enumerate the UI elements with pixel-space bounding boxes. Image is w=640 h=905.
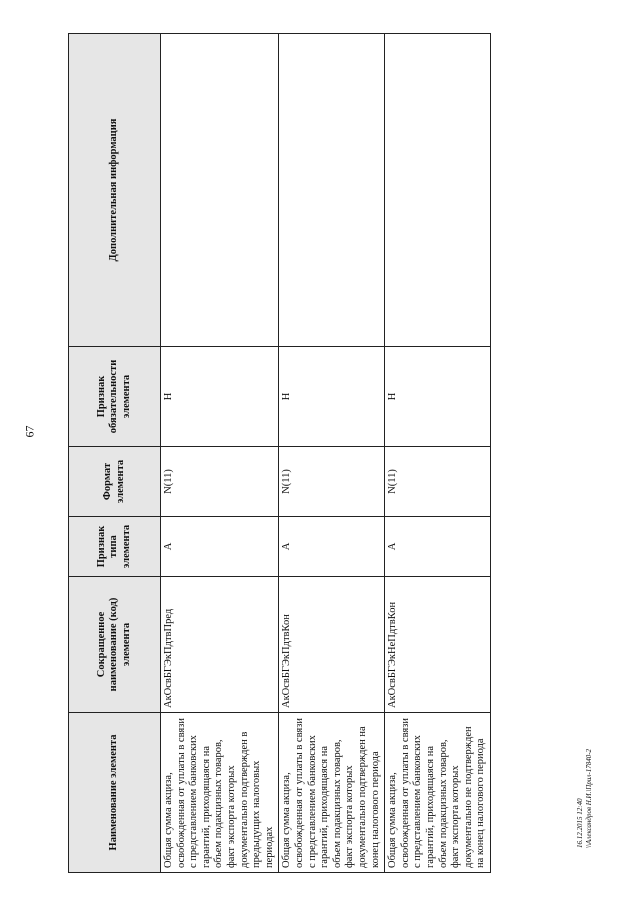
table-row — [161, 34, 279, 873]
cell-required: Н — [279, 347, 385, 447]
cell-required: Н — [385, 347, 491, 447]
table-row — [279, 34, 385, 873]
footer-timestamp: 16.12.2015 12:40 — [576, 798, 584, 848]
cell-type: А — [279, 517, 385, 577]
page-number: 67 — [22, 425, 37, 438]
header-additional-info: Дополнительная информация — [69, 34, 161, 347]
cell-name: Общая сумма акциза, освобожденная от уплаты в связи с представлением банковских гарантий, приходящаяся на объем подакцизных товаров, факт экспорта которых документально подтвержден на конец налогового периода — [279, 713, 385, 873]
header-element-name: Наименование элемента — [69, 713, 161, 873]
header-element-code: Сокращенное наименование (код) элемента — [69, 577, 161, 713]
cell-name: Общая сумма акциза, освобожденная от уплаты в связи с представлением банковских гарантий, приходящаяся на объем подакцизных товаров, факт экспорта которых документально не подтвержден на конец налогового периода — [385, 713, 491, 873]
cell-required: Н — [161, 347, 279, 447]
cell-name: Общая сумма акциза, освобожденная от уплаты в связи с представлением банковских гарантий, приходящаяся на объем подакцизных товаров, факт экспорта которых документально подтвержден в предыдущих налоговых периодах — [161, 713, 279, 873]
cell-code: АкОсвБГЭкПдтвПред — [161, 577, 279, 713]
cell-type: А — [161, 517, 279, 577]
header-element-type: Признак типа элемента — [69, 517, 161, 577]
table-row — [385, 34, 491, 873]
cell-format: N(11) — [279, 447, 385, 517]
header-element-required: Признак обязательности элемента — [69, 347, 161, 447]
cell-info — [161, 34, 279, 347]
elements-table — [68, 33, 491, 873]
header-element-format: Формат элемента — [69, 447, 161, 517]
cell-info — [279, 34, 385, 347]
cell-info — [385, 34, 491, 347]
table-wrapper — [68, 33, 491, 873]
cell-code: АкОсвБГЭкПдтвКон — [279, 577, 385, 713]
cell-format: N(11) — [385, 447, 491, 517]
footer-file-path: \\Александров Н.И.\Прил-17840-2 — [585, 748, 593, 848]
cell-format: N(11) — [161, 447, 279, 517]
cell-type: А — [385, 517, 491, 577]
table-header-row — [69, 34, 161, 873]
footer-stamp — [574, 708, 598, 848]
cell-code: АкОсвБГЭкНеПдтвКон — [385, 577, 491, 713]
